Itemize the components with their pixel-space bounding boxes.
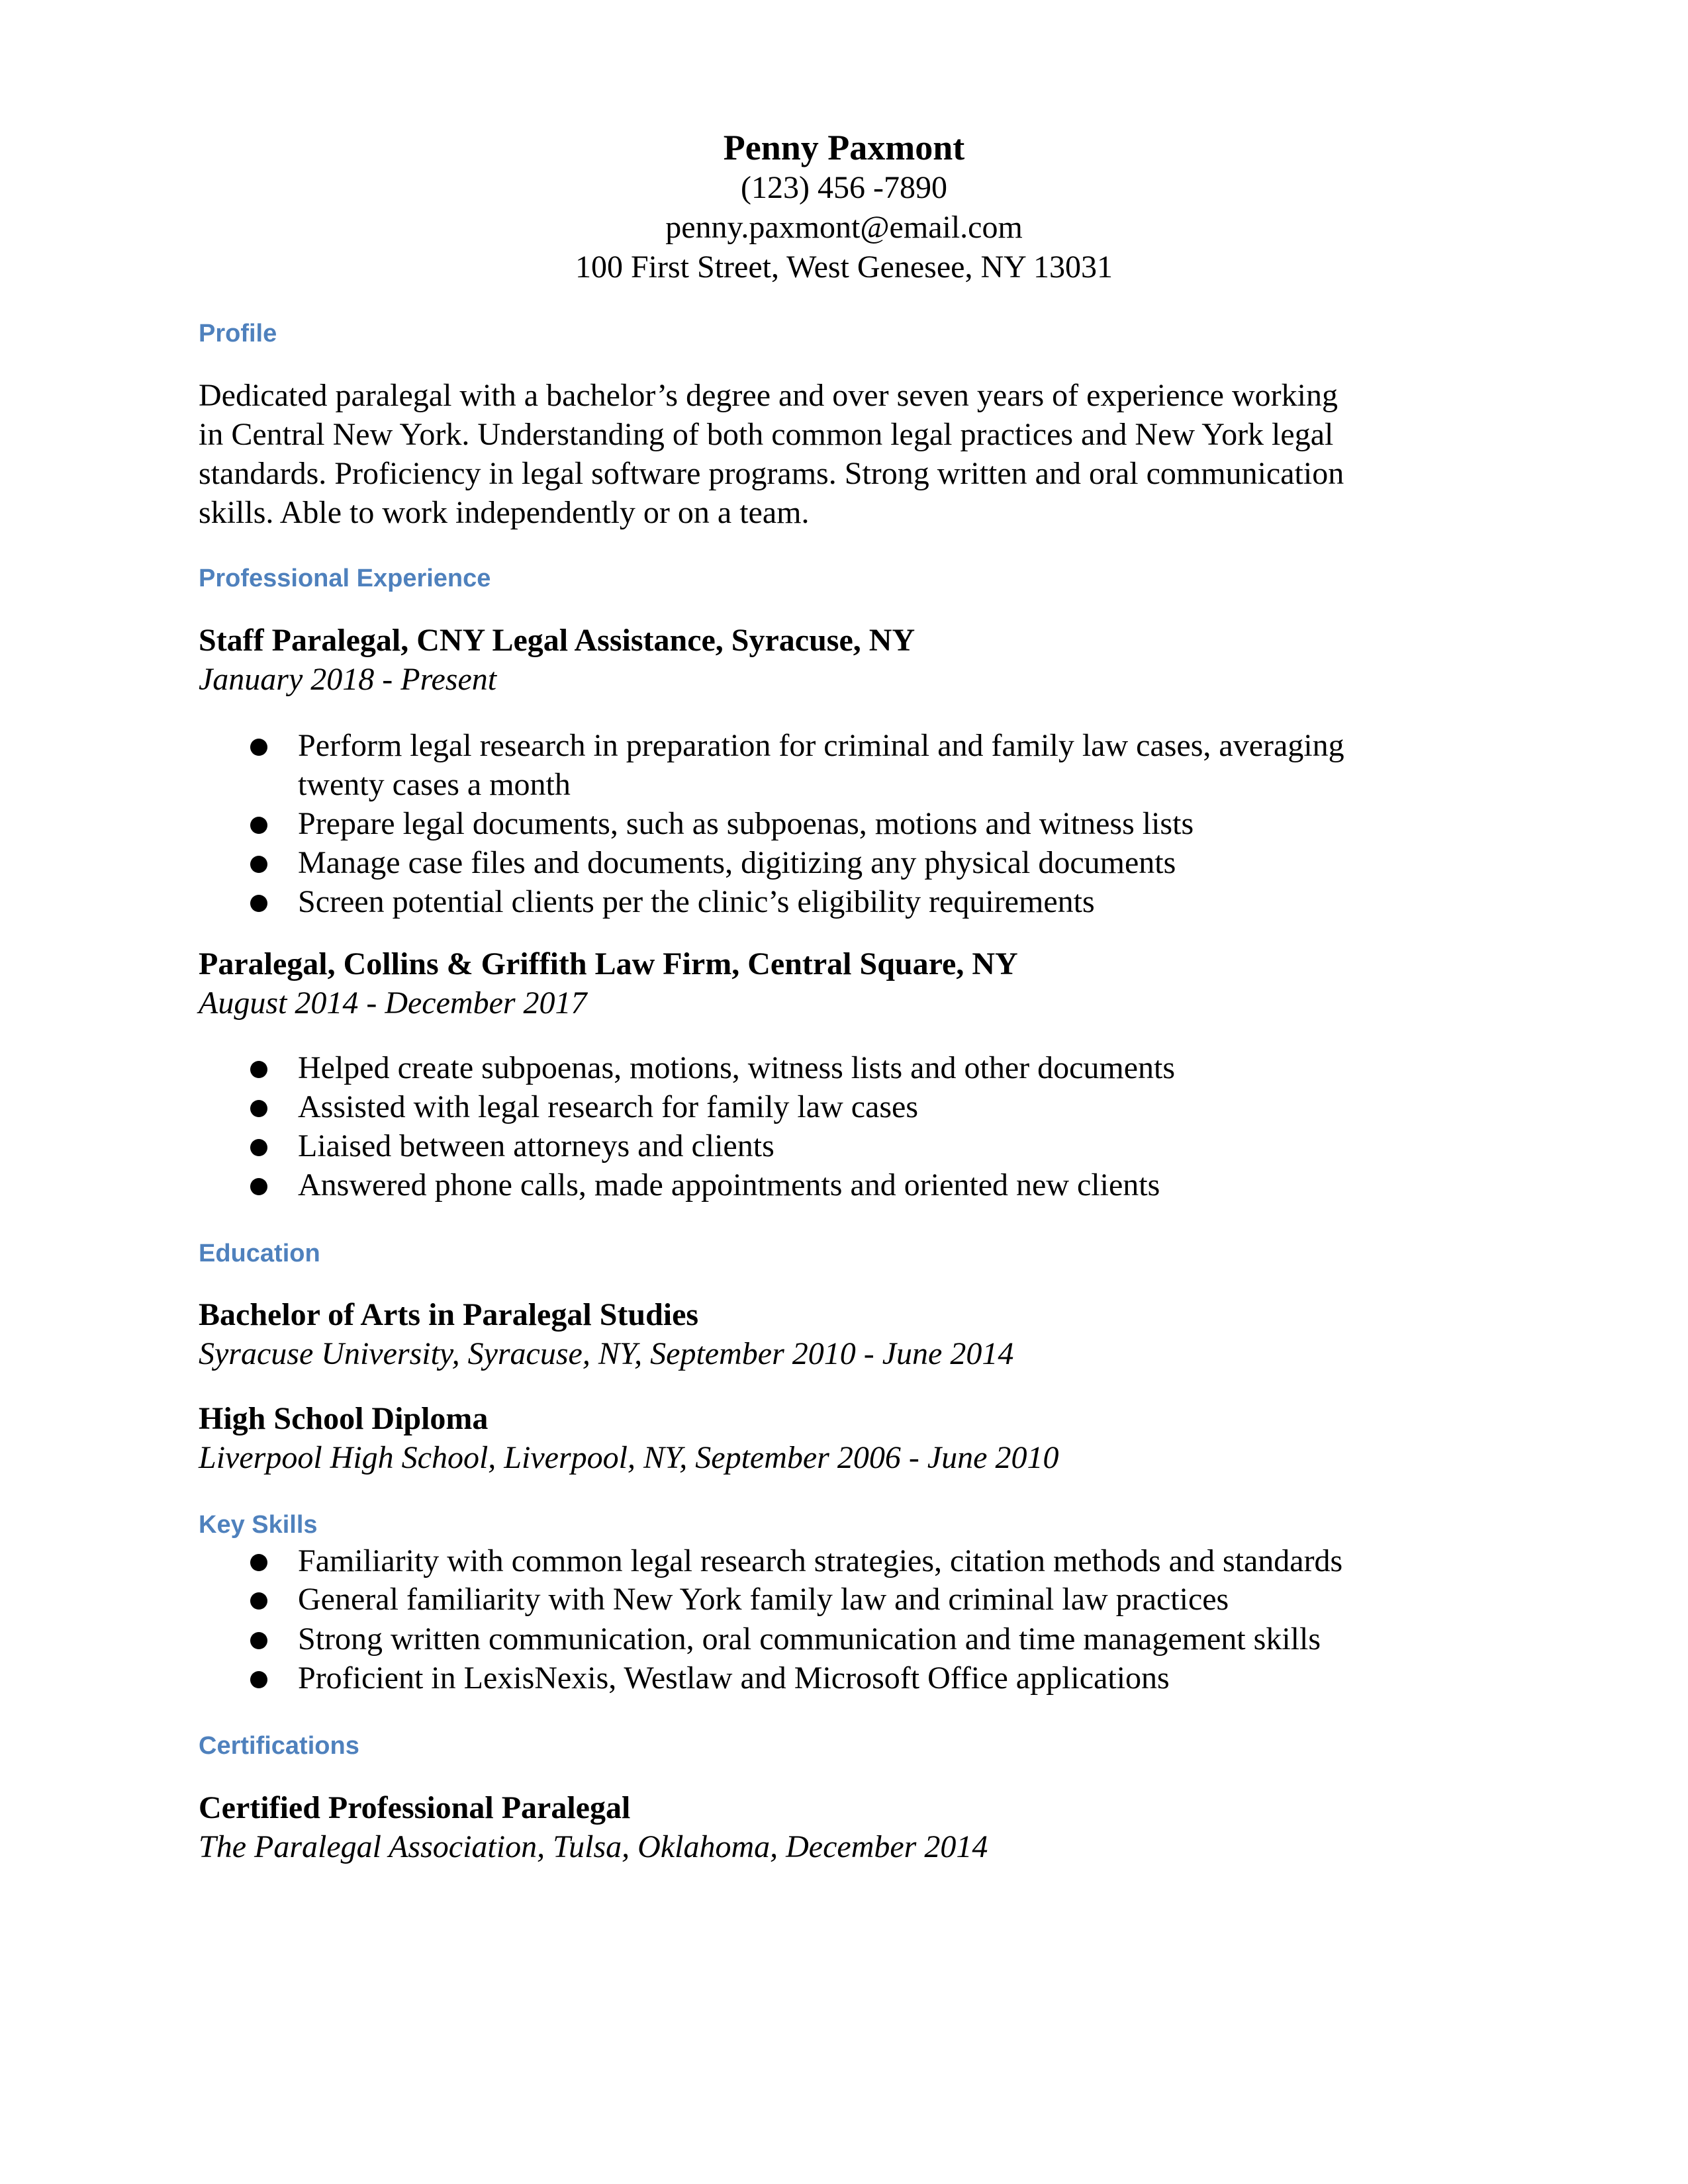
profile-line: skills. Able to work independently or on a team.	[199, 495, 810, 530]
section-heading-experience: Professional Experience	[199, 565, 491, 592]
degree-title: High School Diploma	[199, 1401, 489, 1436]
phone-number: (123) 456 -7890	[741, 170, 947, 205]
bullet-icon	[250, 1061, 270, 1081]
job-bullet: Answered phone calls, made appointments and oriented new clients	[298, 1167, 1160, 1203]
street-address: 100 First Street, West Genesee, NY 13031	[575, 250, 1113, 285]
bullet-icon	[250, 739, 270, 758]
section-heading-skills: Key Skills	[199, 1511, 318, 1539]
job-bullet-continuation: twenty cases a month	[298, 767, 571, 802]
job-bullet: Helped create subpoenas, motions, witness lists and other documents	[298, 1050, 1176, 1085]
job-bullet: Assisted with legal research for family law cases	[298, 1089, 919, 1124]
certification-details: The Paralegal Association, Tulsa, Oklahoma, December 2014	[199, 1829, 988, 1864]
bullet-icon	[250, 1592, 270, 1612]
bullet-icon	[250, 1139, 270, 1159]
job-bullet: Perform legal research in preparation for criminal and family law cases, averaging	[298, 728, 1344, 763]
section-heading-profile: Profile	[199, 320, 277, 347]
job-bullet: Prepare legal documents, such as subpoenas, motions and witness lists	[298, 806, 1194, 841]
section-heading-education: Education	[199, 1240, 320, 1267]
job-bullet: Liaised between attorneys and clients	[298, 1128, 774, 1163]
profile-line: standards. Proficiency in legal software programs. Strong written and oral communication	[199, 456, 1344, 491]
skill-item: Familiarity with common legal research strategies, citation methods and standards	[298, 1543, 1343, 1578]
job-bullet: Manage case files and documents, digitizing any physical documents	[298, 845, 1176, 880]
bullet-icon	[250, 1554, 270, 1574]
degree-title: Bachelor of Arts in Paralegal Studies	[199, 1297, 699, 1332]
skill-item: Strong written communication, oral communication and time management skills	[298, 1621, 1321, 1657]
certification-title: Certified Professional Paralegal	[199, 1790, 631, 1825]
job-dates: August 2014 - December 2017	[199, 985, 587, 1021]
job-bullet: Screen potential clients per the clinic’s eligibility requirements	[298, 884, 1095, 919]
degree-details: Liverpool High School, Liverpool, NY, September 2006 - June 2010	[199, 1440, 1059, 1475]
job-title: Staff Paralegal, CNY Legal Assistance, Syracuse, NY	[199, 623, 915, 658]
bullet-icon	[250, 856, 270, 876]
bullet-icon	[250, 1178, 270, 1198]
job-dates: January 2018 - Present	[199, 662, 497, 697]
profile-line: Dedicated paralegal with a bachelor’s degree and over seven years of experience working	[199, 378, 1338, 413]
profile-line: in Central New York. Understanding of both common legal practices and New York legal	[199, 417, 1334, 452]
skill-item: Proficient in LexisNexis, Westlaw and Microsoft Office applications	[298, 1661, 1170, 1696]
candidate-name: Penny Paxmont	[723, 128, 965, 167]
bullet-icon	[250, 1632, 270, 1652]
bullet-icon	[250, 1100, 270, 1120]
job-title: Paralegal, Collins & Griffith Law Firm, Central Square, NY	[199, 946, 1018, 981]
bullet-icon	[250, 1671, 270, 1691]
bullet-icon	[250, 817, 270, 837]
email-address: penny.paxmont@email.com	[665, 210, 1023, 245]
skill-item: General familiarity with New York family law and criminal law practices	[298, 1582, 1229, 1617]
section-heading-certifications: Certifications	[199, 1732, 359, 1760]
bullet-icon	[250, 895, 270, 915]
degree-details: Syracuse University, Syracuse, NY, September 2010 - June 2014	[199, 1336, 1014, 1371]
